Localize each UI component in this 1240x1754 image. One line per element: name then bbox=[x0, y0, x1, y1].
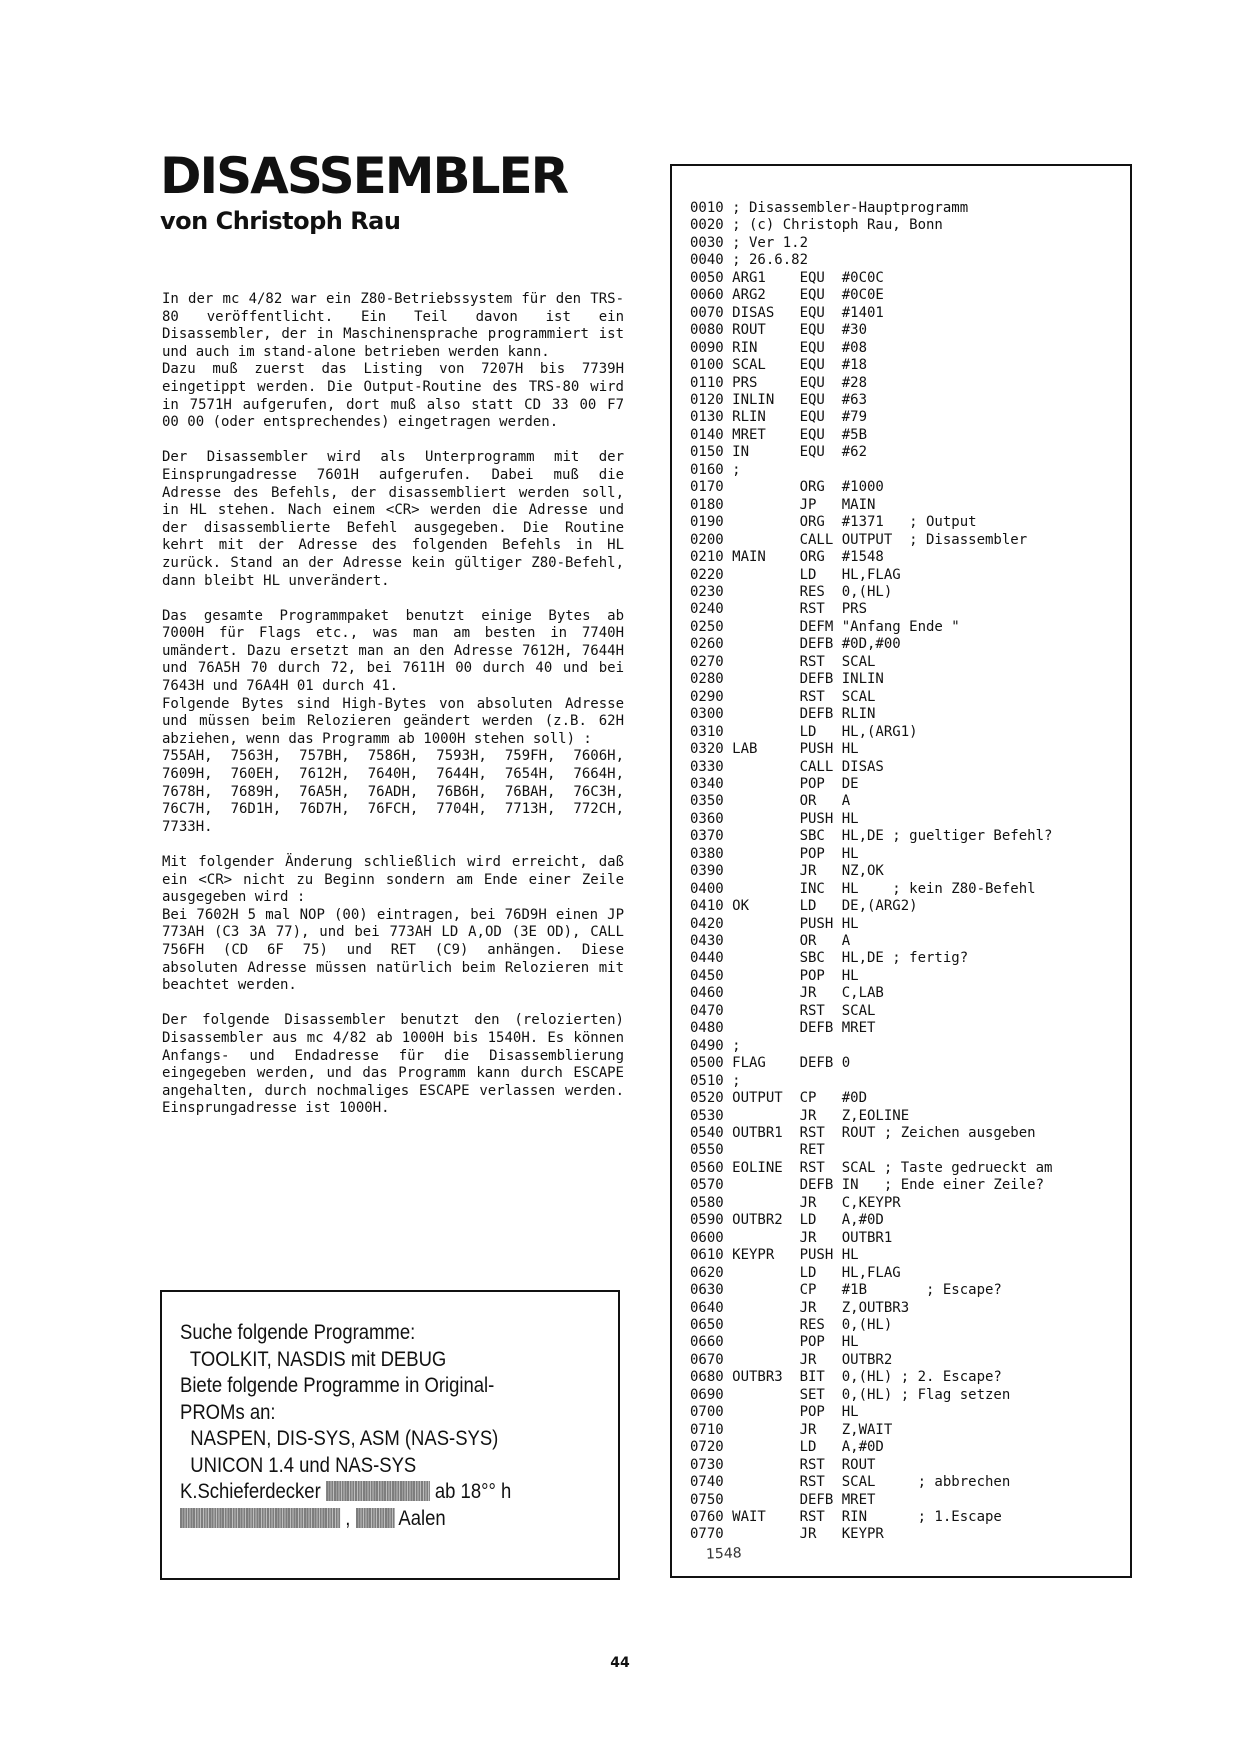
redacted-phone bbox=[326, 1481, 430, 1501]
listing-line: 0200 CALL OUTPUT ; Disassembler bbox=[690, 531, 1028, 548]
listing-line: 0050 ARG1 EQU #0C0C bbox=[690, 269, 884, 286]
redacted-postcode bbox=[356, 1508, 395, 1528]
listing-line: 0570 DEFB IN ; Ende einer Zeile? bbox=[690, 1177, 1045, 1194]
listing-line: 0630 CP #1B ; Escape? bbox=[690, 1282, 1002, 1299]
listing-line: 0360 PUSH HL bbox=[690, 810, 859, 827]
assembler-listing bbox=[690, 200, 1052, 1544]
listing-line: 0490 ; bbox=[690, 1037, 741, 1054]
listing-line: 0680 OUTBR3 BIT 0,(HL) ; 2. Escape? bbox=[690, 1369, 1002, 1386]
ad-line: UNICON 1.4 und NAS-SYS bbox=[180, 1453, 417, 1477]
listing-line: 0110 PRS EQU #28 bbox=[690, 374, 868, 391]
listing-line: 0440 SBC HL,DE ; fertig? bbox=[690, 950, 969, 967]
listing-line: 0300 DEFB RLIN bbox=[690, 706, 876, 723]
listing-line: 0390 JR NZ,OK bbox=[690, 863, 884, 880]
ad-contact-time: ab 18°° h bbox=[429, 1480, 512, 1503]
listing-line: 0500 FLAG DEFB 0 bbox=[690, 1055, 851, 1072]
listing-line: 0560 EOLINE RST SCAL ; Taste gedrueckt am bbox=[690, 1159, 1053, 1176]
listing-line: 0610 KEYPR PUSH HL bbox=[690, 1247, 859, 1264]
listing-line: 0710 JR Z,WAIT bbox=[690, 1421, 893, 1438]
ad-contact-line bbox=[180, 1479, 565, 1506]
listing-line: 0090 RIN EQU #08 bbox=[690, 339, 868, 356]
listing-line: 0640 JR Z,OUTBR3 bbox=[690, 1299, 910, 1316]
body-paragraph: Mit folgender Änderung schließlich wird erreicht, daß ein <CR> nicht zu Beginn sondern am Ende einer Zeile ausgegeben wird : Bei 7602H 5 mal NOP (00) eintragen, bei 76D9H einen JP 773AH (C3 3A 77), und bei 773AH LD A,OD (3E OD), CALL 756FH (CD 6F 75) und RET (C9) anhängen. Diese absoluten Adresse müssen natürlich beim Relozieren mit beachtet werden. bbox=[162, 854, 624, 994]
listing-line: 0550 RET bbox=[690, 1142, 825, 1159]
listing-line: 0420 PUSH HL bbox=[690, 915, 859, 932]
listing-line: 0650 RES 0,(HL) bbox=[690, 1317, 893, 1333]
body-paragraph: Das gesamte Programmpaket benutzt einige Bytes ab 7000H für Flags etc., was man am besten in 7740H umändert. Dazu ersetzt man an den Adresse 7612H, 7644H und 76A5H 70 durch 72, bei 7611H 00 durch 40 und bei 7643H und 76A4H 01 durch 41. Folgende Bytes sind High-Bytes von absoluten Adresse und müssen beim Relozieren geändert werden (z.B. 62H abziehen, wenn das Programm ab 1000H stehen soll) : 755AH, 7563H, 757BH, 7586H, 7593H, 759FH, 7606H, 7609H, 760EH, 7612H, 7640H, 7644H, 7654H, 7664H, 7678H, 7689H, 76A5H, 76ADH, 76B6H, 76BAH, 76C3H, 76C7H, 76D1H, 76D7H, 76FCH, 7704H, 7713H, 772CH, 7733H. bbox=[162, 607, 624, 835]
listing-line: 0250 DEFM "Anfang Ende " bbox=[690, 618, 960, 635]
listing-line: 0400 INC HL ; kein Z80-Befehl bbox=[690, 880, 1036, 897]
listing-line: 0060 ARG2 EQU #0C0E bbox=[690, 287, 884, 304]
listing-line: 0070 DISAS EQU #1401 bbox=[690, 304, 884, 321]
ad-address-line bbox=[180, 1506, 565, 1533]
listing-line: 0230 RES 0,(HL) bbox=[690, 583, 893, 600]
listing-line: 0600 JR OUTBR1 bbox=[690, 1229, 893, 1246]
listing-line: 0170 ORG #1000 bbox=[690, 479, 884, 496]
listing-line: 0100 SCAL EQU #18 bbox=[690, 357, 868, 374]
listing-line: 0220 LD HL,FLAG bbox=[690, 566, 901, 583]
listing-line: 0530 JR Z,EOLINE bbox=[690, 1107, 910, 1124]
listing-line: 0450 POP HL bbox=[690, 967, 859, 984]
listing-line: 0660 POP HL bbox=[690, 1334, 859, 1351]
listing-line: 0720 LD A,#0D bbox=[690, 1439, 884, 1456]
listing-line: 0690 SET 0,(HL) ; Flag setzen bbox=[690, 1386, 1011, 1403]
listing-line: 0190 ORG #1371 ; Output bbox=[690, 514, 977, 531]
listing-line: 0770 JR KEYPR bbox=[690, 1526, 884, 1543]
listing-line: 0120 INLIN EQU #63 bbox=[690, 391, 868, 408]
article-author: von Christoph Rau bbox=[160, 207, 401, 235]
body-paragraph: Der folgende Disassembler benutzt den (relozierten) Disassembler aus mc 4/82 ab 1000H bis 1540H. Es können Anfangs- und Endadresse für die Disassemblierung eingegeben werden, und das Programm kann durch ESCAPE angehalten, durch nochmaliges ESCAPE verlassen werden. Einsprungadresse ist 1000H. bbox=[162, 1012, 633, 1117]
ad-line: Biete folgende Programme in Original- bbox=[180, 1374, 495, 1397]
listing-line: 0330 CALL DISAS bbox=[690, 758, 884, 775]
listing-line: 0160 ; bbox=[690, 461, 741, 478]
body-paragraph: Der Disassembler wird als Unterprogramm mit der Einsprungadresse 7601H aufgerufen. Dabei muß die Adresse des Befehls, der disassembliert werden soll, in HL stehen. Nach einem <CR> werden die Adresse und der disassemblierte Befehl ausgegeben. Die Routine kehrt mit der Adresse des folgenden Befehls in HL zurück. Stand an der Adresse kein gültiger Z80-Befehl, dann bleibt HL unverändert. bbox=[162, 449, 633, 589]
listing-line: 0760 WAIT RST RIN ; 1.Escape bbox=[690, 1508, 1002, 1525]
listing-line: 0410 OK LD DE,(ARG2) bbox=[690, 898, 918, 915]
listing-line: 0150 IN EQU #62 bbox=[690, 444, 868, 461]
listing-line: 0080 ROUT EQU #30 bbox=[690, 322, 868, 339]
listing-line: 0740 RST SCAL ; abbrechen bbox=[690, 1474, 1011, 1491]
ad-address-city: Aalen bbox=[394, 1506, 446, 1530]
ad-line: NASPEN, DIS-SYS, ASM (NAS-SYS) bbox=[180, 1427, 499, 1450]
ad-contact-name: K.Schieferdecker bbox=[180, 1480, 321, 1503]
listing-line: 0700 POP HL bbox=[690, 1404, 859, 1421]
listing-line: 0180 JP MAIN bbox=[690, 496, 876, 513]
handwritten-note: 1548 bbox=[705, 1545, 742, 1563]
listing-line: 0620 LD HL,FLAG bbox=[690, 1264, 901, 1281]
listing-line: 0140 MRET EQU #5B bbox=[690, 426, 868, 443]
listing-line: 0470 RST SCAL bbox=[690, 1002, 876, 1019]
page-number: 44 bbox=[610, 1655, 630, 1671]
ad-line: TOOLKIT, NASDIS mit DEBUG bbox=[180, 1347, 447, 1371]
body-paragraph: In der mc 4/82 war ein Z80-Betriebssystem für den TRS-80 veröffentlicht. Ein Teil davon ist ein Disassembler, der in Maschinensprache programmiert ist und auch im stand-alone betrieben werden kann. Dazu muß zuerst das Listing von 7207H bis 7739H eingetippt werden. Die Output-Routine des TRS-80 wird in 7571H aufgerufen, dort muß also statt CD 33 00 F7 00 00 (oder entsprechendes) eingetragen werden. bbox=[162, 291, 624, 431]
redacted-street bbox=[180, 1508, 340, 1528]
listing-line: 0130 RLIN EQU #79 bbox=[690, 409, 868, 426]
listing-line: 0260 DEFB #0D,#00 bbox=[690, 636, 901, 653]
listing-line: 0340 POP DE bbox=[690, 775, 859, 792]
listing-line: 0320 LAB PUSH HL bbox=[690, 741, 859, 758]
listing-line: 0030 ; Ver 1.2 bbox=[690, 234, 809, 251]
listing-line: 0590 OUTBR2 LD A,#0D bbox=[690, 1212, 884, 1229]
listing-line: 0010 ; Disassembler-Hauptprogramm bbox=[690, 200, 969, 216]
listing-line: 0290 RST SCAL bbox=[690, 688, 876, 705]
listing-line: 0040 ; 26.6.82 bbox=[690, 252, 809, 269]
article-title: DISASSEMBLER bbox=[160, 147, 568, 205]
listing-line: 0430 OR A bbox=[690, 933, 851, 950]
listing-line: 0310 LD HL,(ARG1) bbox=[690, 723, 918, 740]
listing-line: 0580 JR C,KEYPR bbox=[690, 1194, 901, 1211]
listing-line: 0240 RST PRS bbox=[690, 601, 868, 618]
listing-line: 0730 RST ROUT bbox=[690, 1456, 876, 1473]
listing-line: 0460 JR C,LAB bbox=[690, 985, 884, 1002]
article-body bbox=[162, 291, 633, 1136]
listing-line: 0280 DEFB INLIN bbox=[690, 671, 884, 688]
listing-line: 0510 ; bbox=[690, 1072, 741, 1089]
listing-line: 0270 RST SCAL bbox=[690, 653, 876, 670]
classified-ad-box bbox=[160, 1290, 620, 1580]
ad-address-separator: , bbox=[345, 1506, 356, 1530]
listing-line: 0350 OR A bbox=[690, 793, 851, 810]
ad-line: PROMs an: bbox=[180, 1400, 276, 1424]
listing-line: 0520 OUTPUT CP #0D bbox=[690, 1090, 868, 1107]
listing-line: 0380 POP HL bbox=[690, 845, 859, 862]
listing-line: 0020 ; (c) Christoph Rau, Bonn bbox=[690, 217, 943, 234]
listing-line: 0670 JR OUTBR2 bbox=[690, 1351, 893, 1368]
listing-line: 0750 DEFB MRET bbox=[690, 1491, 876, 1508]
listing-line: 0540 OUTBR1 RST ROUT ; Zeichen ausgeben bbox=[690, 1125, 1036, 1142]
listing-line: 0210 MAIN ORG #1548 bbox=[690, 549, 884, 566]
ad-line: Suche folgende Programme: bbox=[180, 1321, 416, 1344]
listing-line: 0370 SBC HL,DE ; gueltiger Befehl? bbox=[690, 828, 1053, 845]
listing-line: 0480 DEFB MRET bbox=[690, 1020, 876, 1037]
